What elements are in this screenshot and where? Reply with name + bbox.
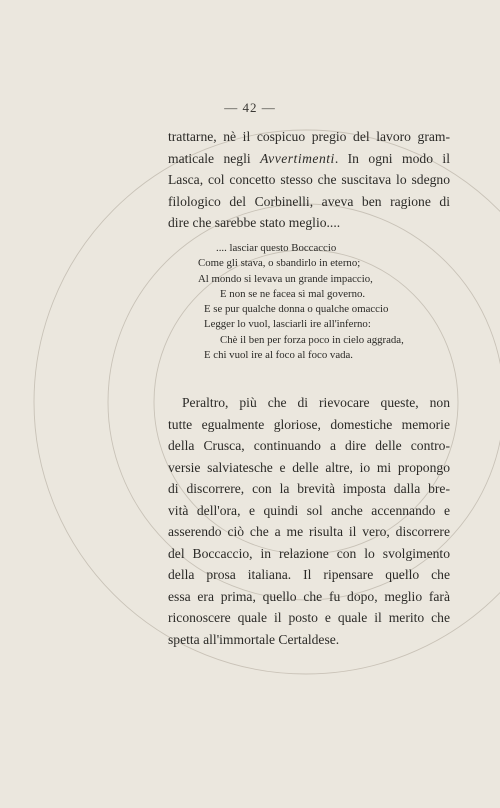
text-line: della prosa italiana. Il ripensare quello che [168,567,450,582]
text-line: spetta all'immortale Certaldese. [168,631,340,647]
verse-line: E se pur qualche donna o qualche omaccio [204,303,389,316]
verse-line: Come gli stava, o sbandirlo in eterno; [198,257,361,270]
text-line: di discorrere, con la brevità imposta dalla bre- [168,481,450,496]
paragraph-2 [168,392,450,650]
text-line: riconoscere quale il posto e quale il merito che [168,610,450,625]
text-line: Lasca, col concetto stesso che suscitava lo sdegno [168,172,450,187]
verse-line: Legger lo vuol, lasciarli ire all'inferno: [204,318,371,331]
verse-line: .... lasciar questo Boccaccio [216,242,337,254]
text-line: trattarne, nè il cospicuo pregio del lavoro gram- [168,129,450,144]
text-line: tutte egualmente gloriose, domestiche memorie [168,416,450,432]
text-line: vità dell'ora, e quindi sol anche accennando e [168,502,450,518]
text-line: filologico del Corbinelli, aveva ben ragione di [168,193,450,209]
text-line: Peraltro, più che di rievocare queste, non [182,395,450,410]
verse-line: E non se ne facea sì mal governo. [220,287,366,300]
text-line: dire che sarebbe stato meglio.... [168,215,341,230]
text-segment: maticale negli [168,150,261,166]
text-segment: . In ogni modo il [334,150,450,166]
text-line [168,148,450,170]
verse-line: Chè il ben per forza poco in cielo aggrada, [220,333,404,346]
verse-line: Al mondo si levava un grande impaccio, [198,272,373,285]
page-number: — 42 — [224,100,276,115]
text-line: del Boccaccio, in relazione con lo svolgimento [168,545,450,561]
text-line: essa era prima, quello che fu dopo, meglio farà [168,588,450,604]
verse-quotation [198,241,404,363]
text-line: versie salviatesche e delle altre, io mi propongo [168,459,450,475]
text-line: della Crusca, continuando a dire delle contro- [168,438,450,453]
verse-line: E chi vuol ire al foco al foco vada. [204,349,353,362]
text-line: asserendo ciò che a me risulta il vero, discorrere [168,524,450,539]
paragraph-1 [168,126,450,234]
work-title: Avvertimenti [260,150,335,166]
